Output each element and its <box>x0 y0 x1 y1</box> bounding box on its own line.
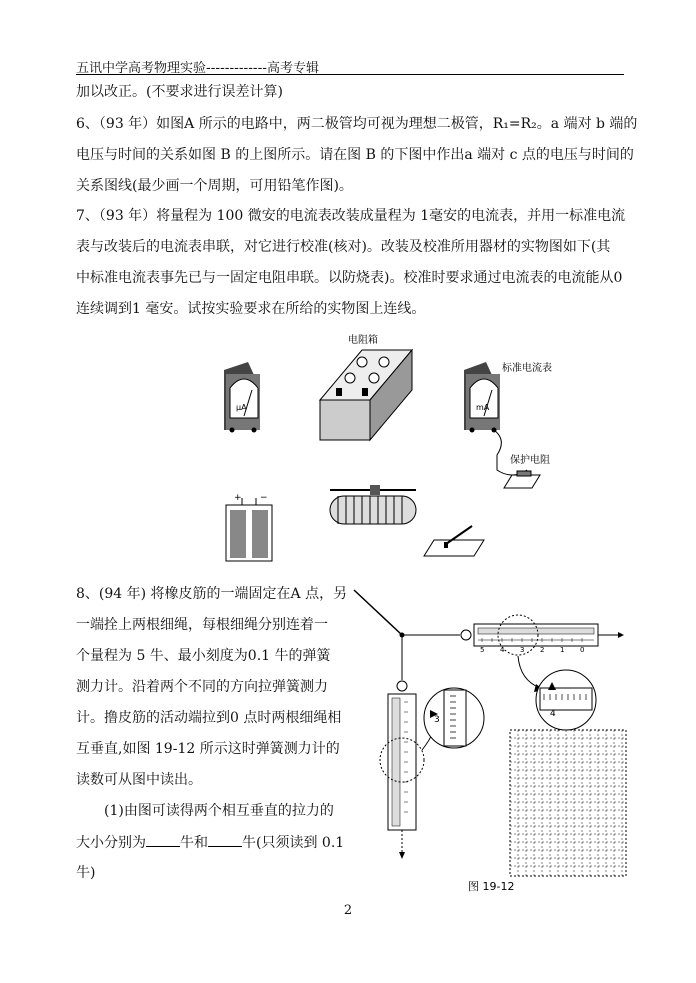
micro-ammeter-drawing <box>224 362 260 433</box>
page-number: 2 <box>343 903 353 918</box>
q8-sub-2-a: 大小分别为 <box>76 835 146 851</box>
q8-line-2: 一端拴上两根细绳，每根细绳分别连着一 <box>76 617 328 633</box>
rubber-band <box>354 590 402 635</box>
q8-line-3: 个量程为 5 牛、最小刻度为0.1 牛的弹簧 <box>76 648 331 664</box>
h-scale-number-5: 5 <box>480 646 485 654</box>
q6-line-2: 电压与时间的关系如图 B 的上图所示。请在图 B 的下图中作出a 端对 c 点的电压与时间的 <box>76 147 634 163</box>
intro-line: 加以改正。(不要求进行误差计算) <box>76 84 283 100</box>
standard-ammeter-drawing <box>464 362 540 488</box>
q7-line-2: 表与改装后的电流表串联，对它进行校准(核对)。改装及校准所用器材的实物图如下(其 <box>76 239 611 255</box>
horizontal-zoom-circle <box>536 670 596 730</box>
resistance-box-label: 电阻箱 <box>348 335 378 346</box>
header-rule <box>76 74 624 75</box>
h-scale-number-0: 0 <box>580 646 585 654</box>
h-scale-number-2: 2 <box>540 646 545 654</box>
q8-sub-2-c: 牛(只须读到 0.1 <box>242 835 345 851</box>
q6-line-3: 关系图线(最少画一个周期，可用铅笔作图)。 <box>76 178 353 194</box>
q7-line-4: 连续调到1 毫安。试按实验要求在所给的实物图上连线。 <box>76 301 426 317</box>
q8-sub-3: 牛) <box>76 865 96 881</box>
figure-19-12 <box>350 580 630 900</box>
h-scale-number-1: 1 <box>560 646 565 654</box>
h-scale-number-4: 4 <box>500 646 505 654</box>
apparatus-figure <box>212 330 552 566</box>
rheostat-drawing <box>330 485 416 524</box>
svg-text:+: + <box>234 493 242 503</box>
q8-line-5: 计。撸皮筋的活动端拉到0 点时两根细绳相 <box>76 710 342 726</box>
protect-resistor-label: 保护电阻 <box>510 455 550 466</box>
q6-line-1: 6、（93 年）如图A 所示的电路中，两二极管均可视为理想二极管，R₁=R₂。a 端对 b 端的 <box>76 116 638 132</box>
q8-line-1: 8、(94 年) 将橡皮筋的一端固定在A 点，另 <box>76 586 348 602</box>
zoom-h-number: 4 <box>550 709 556 719</box>
q8-sub-2-b: 牛和 <box>180 835 208 851</box>
micro-ammeter-unit: μA <box>236 403 247 412</box>
standard-ammeter-label: 标准电流表 <box>502 363 552 374</box>
svg-text:−: − <box>260 493 268 503</box>
figure-caption: 图 19-12 <box>468 880 515 893</box>
q8-line-6: 互垂直,如图 19-12 所示这时弹簧测力计的 <box>76 741 340 757</box>
q8-sub-2 <box>76 832 344 853</box>
vertical-zoom-circle <box>424 688 484 748</box>
switch-drawing <box>424 526 484 556</box>
q8-sub-1: (1)由图可读得两个相互垂直的拉力的 <box>104 803 334 819</box>
q7-line-3: 中标准电流表事先已与一固定电阻串联。以防烧表)。校准时要求通过电流表的电流能从0 <box>76 270 623 286</box>
zoom-v-number: 3 <box>434 715 440 725</box>
q8-line-7: 读数可从图中读出。 <box>76 772 202 788</box>
page-header: 五讯中学高考物理实验-------------高考专辑 <box>76 61 319 76</box>
grid-paper <box>510 730 626 876</box>
answer-blank-1[interactable] <box>146 832 180 847</box>
q7-line-1: 7、（93 年）将量程为 100 微安的电流表改装成量程为 1毫安的电流表，并用一标准电流 <box>76 208 626 224</box>
answer-blank-2[interactable] <box>208 832 242 847</box>
resistance-box-drawing <box>320 350 412 440</box>
h-scale-number-3: 3 <box>520 646 525 654</box>
battery-drawing <box>226 493 272 561</box>
q8-line-4: 测力计。沿着两个不同的方向拉弹簧测力 <box>76 679 328 695</box>
milli-ammeter-unit: mA <box>476 403 490 412</box>
